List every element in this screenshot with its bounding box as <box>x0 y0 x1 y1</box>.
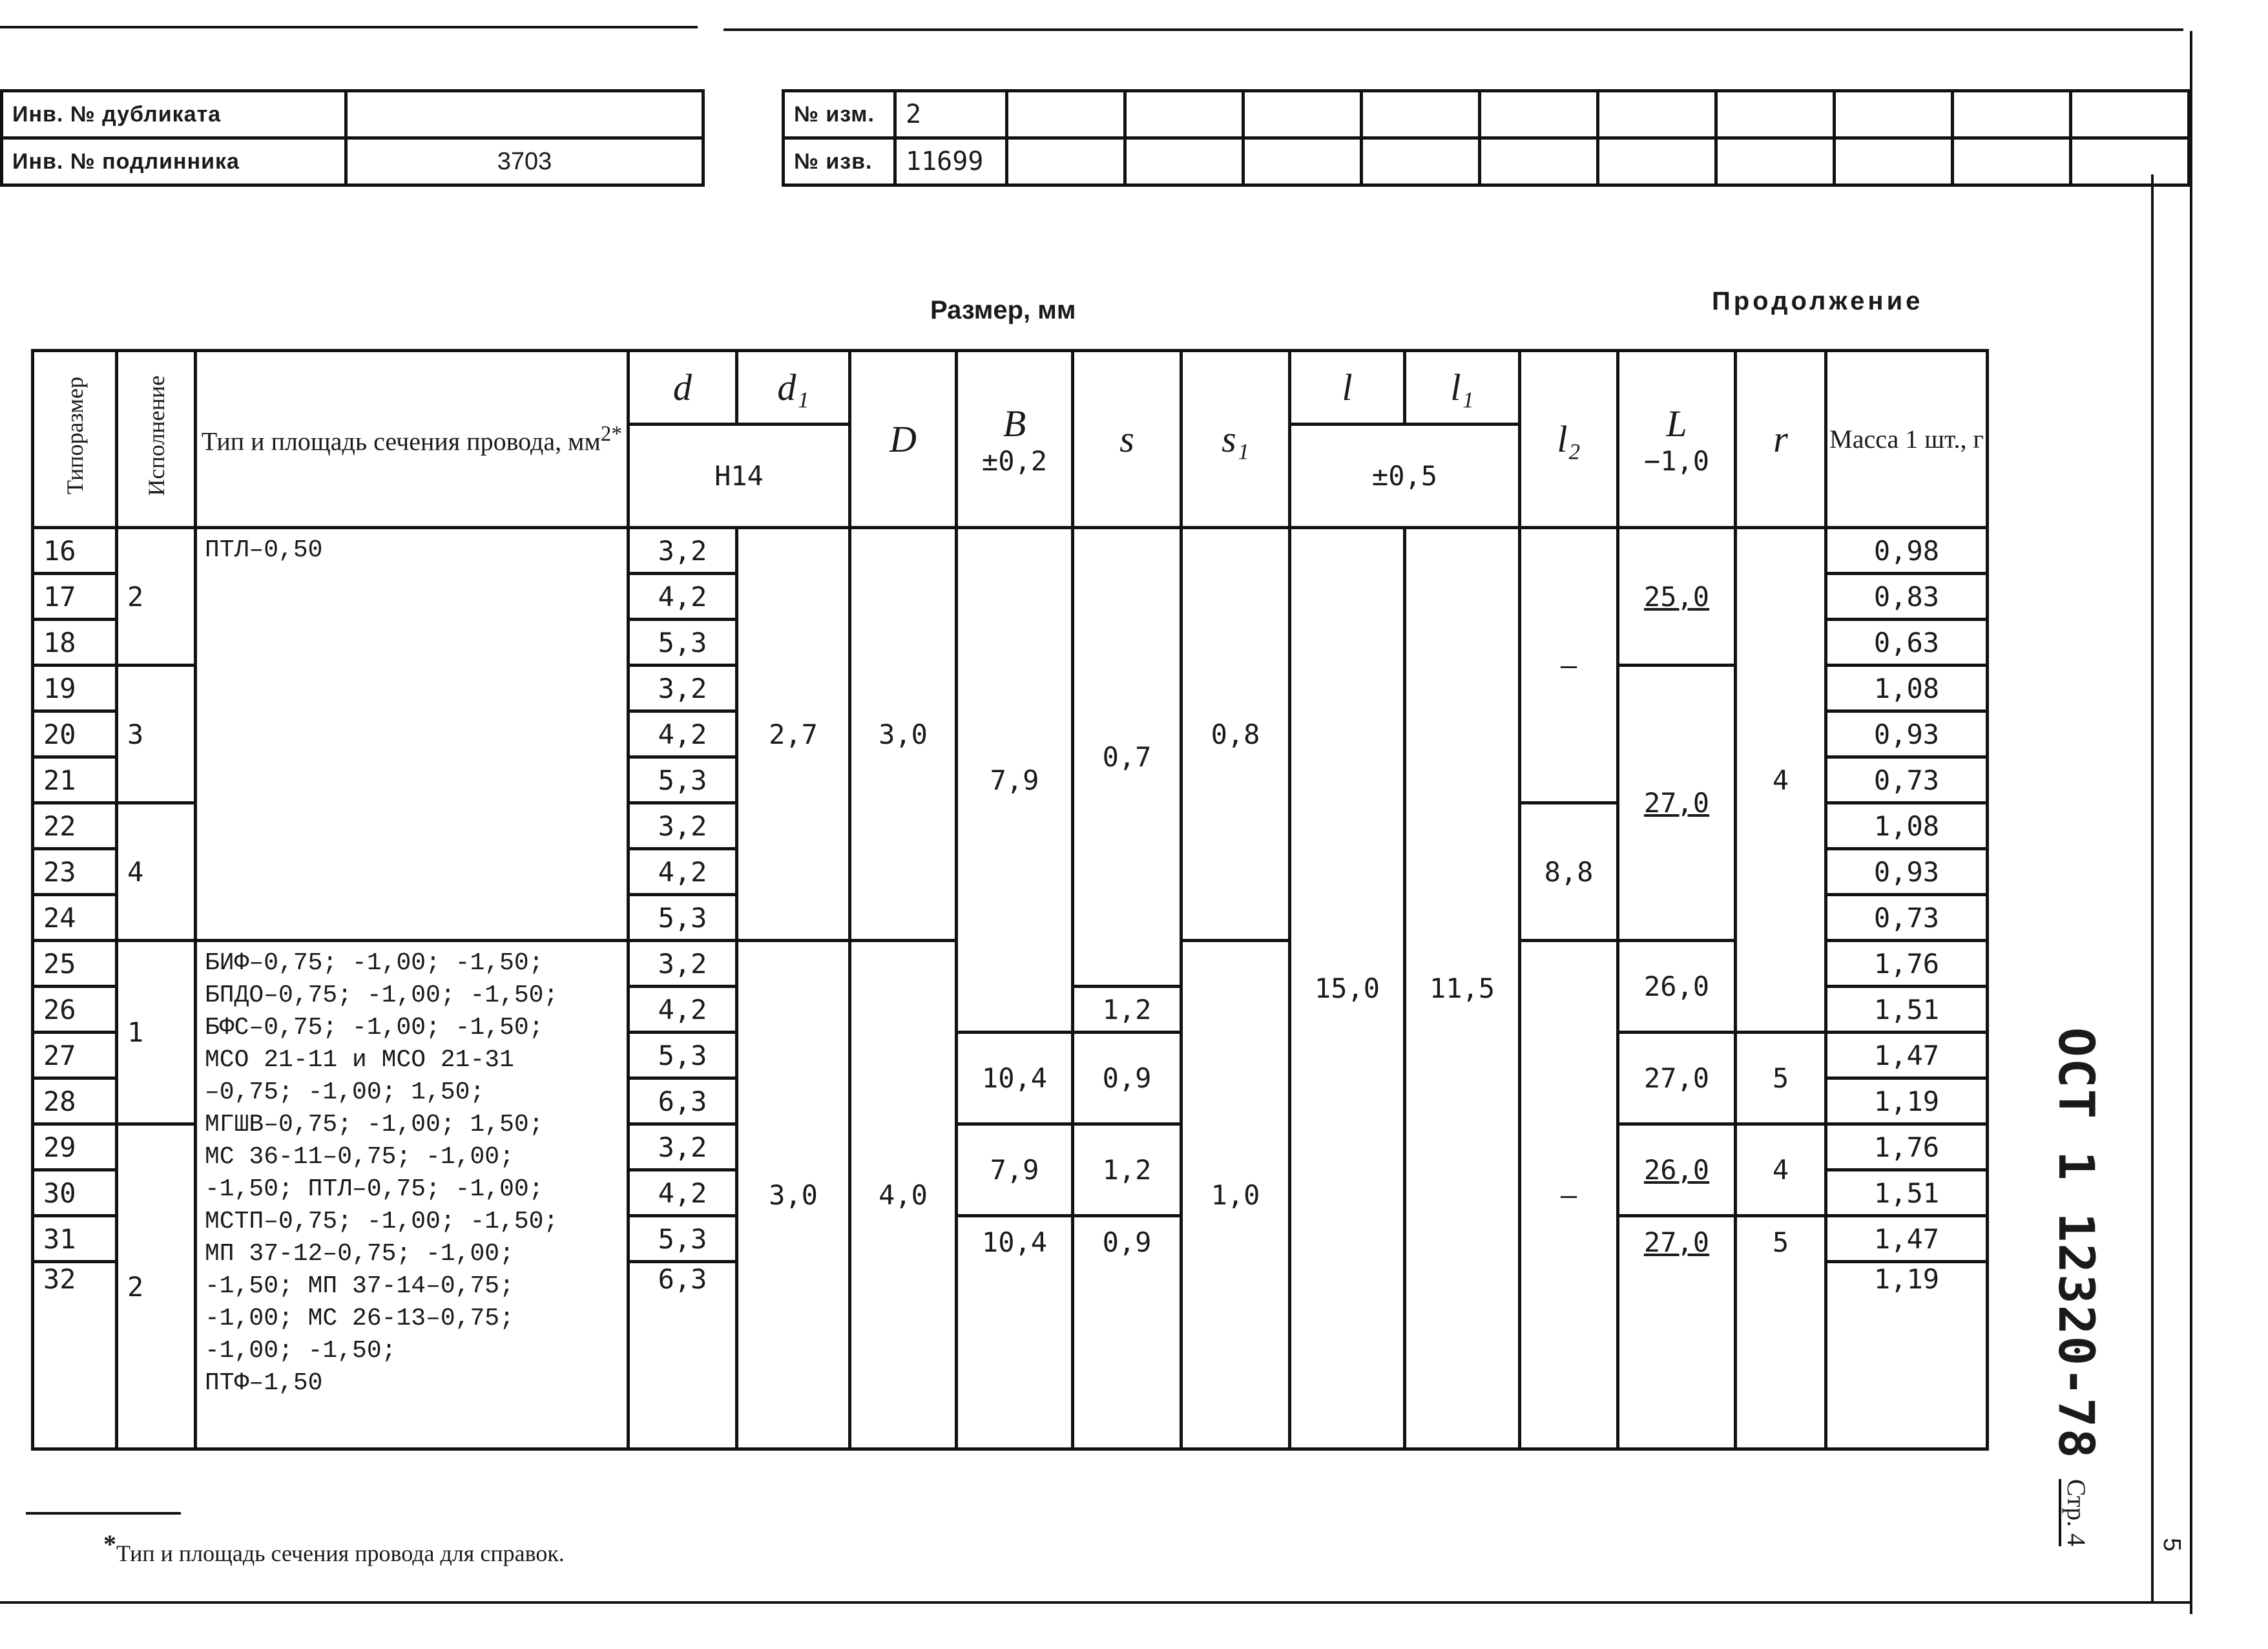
d-cell: 3,2 <box>629 1124 737 1170</box>
empty-cell <box>1953 91 2071 138</box>
change-no-value: 2 <box>895 91 1007 138</box>
d1-cell: 3,0 <box>737 941 850 1449</box>
bottom-border-line <box>0 1601 2190 1604</box>
col-D-header: D <box>850 351 957 528</box>
row-number: 19 <box>33 666 117 711</box>
empty-cell <box>1835 91 1953 138</box>
row-number: 16 <box>33 528 117 574</box>
col-B-header: B ±0,2 <box>957 351 1073 528</box>
inner-right-border <box>2151 174 2154 1602</box>
top-border-line-left <box>0 26 698 28</box>
change-no-label: № изм. <box>784 91 895 138</box>
row-number: 27 <box>33 1033 117 1078</box>
D-cell: 4,0 <box>850 941 957 1449</box>
empty-cell <box>1598 91 1716 138</box>
L-cell: 27,0 <box>1618 1216 1736 1449</box>
empty-cell <box>1243 91 1362 138</box>
D-cell: 3,0 <box>850 528 957 941</box>
d-cell: 4,2 <box>629 574 737 620</box>
col-d1-header: d₁ <box>737 351 850 425</box>
mass-cell: 1,51 <box>1826 987 1988 1033</box>
inv-original-label: Инв. № подлинника <box>2 138 346 185</box>
empty-cell <box>1716 91 1835 138</box>
l2-cell: 8,8 <box>1520 803 1618 941</box>
col-l-header: l <box>1290 351 1405 425</box>
empty-cell <box>1716 138 1835 185</box>
mass-cell: 1,76 <box>1826 941 1988 987</box>
d-cell: 4,2 <box>629 849 737 895</box>
B-cell: 7,9 <box>957 528 1073 1033</box>
r-cell: 4 <box>1736 528 1826 1033</box>
L-cell: 25,0 <box>1618 528 1736 666</box>
L-cell: 27,0 <box>1618 666 1736 941</box>
h14-header: H14 <box>629 425 850 528</box>
s-cell: 0,9 <box>1073 1216 1181 1449</box>
ispolnenie-cell: 4 <box>117 803 196 941</box>
L-cell: 26,0 <box>1618 941 1736 1033</box>
row-number: 30 <box>33 1170 117 1216</box>
mass-cell: 0,73 <box>1826 757 1988 803</box>
empty-cell <box>1480 91 1598 138</box>
top-border-line <box>723 28 2183 31</box>
col-d-header: d <box>629 351 737 425</box>
empty-cell <box>2071 91 2189 138</box>
inv-original-value: 3703 <box>346 138 703 185</box>
mass-cell: 0,93 <box>1826 849 1988 895</box>
mass-cell: 1,76 <box>1826 1124 1988 1170</box>
page-label: Стр. 4 <box>2059 1479 2092 1546</box>
empty-cell <box>1125 91 1243 138</box>
row-number: 21 <box>33 757 117 803</box>
col-s1-header: s₁ <box>1181 351 1290 528</box>
sheet-number: 5 <box>2158 1538 2185 1552</box>
ispolnenie-cell: 3 <box>117 666 196 803</box>
footnote <box>103 1529 565 1567</box>
col-mass-header: Масса 1 шт., г <box>1826 351 1988 528</box>
d-cell: 6,3 <box>629 1078 737 1124</box>
d1-cell: 2,7 <box>737 528 850 941</box>
mass-cell: 1,51 <box>1826 1170 1988 1216</box>
d-cell: 3,2 <box>629 666 737 711</box>
notice-no-label: № изв. <box>784 138 895 185</box>
d-cell: 5,3 <box>629 620 737 666</box>
mass-cell: 0,93 <box>1826 711 1988 757</box>
l-tol-header: ±0,5 <box>1290 425 1520 528</box>
size-title: Размер, мм <box>930 296 1076 324</box>
col-l2-header: l₂ <box>1520 351 1618 528</box>
r-cell: 5 <box>1736 1033 1826 1124</box>
row-number: 18 <box>33 620 117 666</box>
ispolnenie-cell: 2 <box>117 528 196 666</box>
mass-cell: 0,83 <box>1826 574 1988 620</box>
row-number: 24 <box>33 895 117 941</box>
col-r-header: r <box>1736 351 1826 528</box>
empty-cell <box>1362 138 1480 185</box>
inventory-table <box>0 89 705 187</box>
col-tiporazmer-header: Типоразмер <box>33 351 117 528</box>
empty-cell <box>1007 138 1125 185</box>
empty-cell <box>1007 91 1125 138</box>
col-ispolnenie-header: Исполнение <box>117 351 196 528</box>
L-cell: 26,0 <box>1618 1124 1736 1216</box>
mass-cell: 1,19 <box>1826 1262 1988 1449</box>
inv-duplicate-label: Инв. № дубликата <box>2 91 346 138</box>
inv-duplicate-value <box>346 91 703 138</box>
row-number: 17 <box>33 574 117 620</box>
mass-cell: 1,08 <box>1826 803 1988 849</box>
s-cell: 0,9 <box>1073 1033 1181 1124</box>
row-number: 20 <box>33 711 117 757</box>
d-cell: 3,2 <box>629 528 737 574</box>
s1-cell: 0,8 <box>1181 528 1290 941</box>
mass-cell: 1,19 <box>1826 1078 1988 1124</box>
d-cell: 4,2 <box>629 711 737 757</box>
d-cell: 3,2 <box>629 941 737 987</box>
type-area-cell: ПТЛ–0,50 <box>196 528 629 941</box>
mass-cell: 0,98 <box>1826 528 1988 574</box>
row-number: 29 <box>33 1124 117 1170</box>
d-cell: 3,2 <box>629 803 737 849</box>
d-cell: 5,3 <box>629 757 737 803</box>
notice-no-value: 11699 <box>895 138 1007 185</box>
col-type-area-header: Тип и площадь сечения провода, $мм^{2*}$ <box>196 351 629 528</box>
mass-cell: 1,47 <box>1826 1033 1988 1078</box>
s-cell: 0,7 <box>1073 528 1181 987</box>
continuation-label: Продолжение <box>1712 287 1924 315</box>
s-cell: 1,2 <box>1073 1124 1181 1216</box>
row-number: 23 <box>33 849 117 895</box>
empty-cell <box>2071 138 2189 185</box>
d-cell: 6,3 <box>629 1262 737 1449</box>
row-number: 32 <box>33 1262 117 1449</box>
row-number: 31 <box>33 1216 117 1262</box>
s1-cell: 1,0 <box>1181 941 1290 1449</box>
empty-cell <box>1835 138 1953 185</box>
col-L-header: L −1,0 <box>1618 351 1736 528</box>
standard-code-text: ОСТ 1 12320-78 <box>2048 1027 2105 1460</box>
B-cell: 10,4 <box>957 1033 1073 1124</box>
footnote-mark: * <box>103 1529 116 1559</box>
d-cell: 5,3 <box>629 1033 737 1078</box>
B-cell: 10,4 <box>957 1216 1073 1449</box>
footnote-rule <box>26 1512 181 1515</box>
dimensions-table <box>31 349 1989 1451</box>
mass-cell: 0,63 <box>1826 620 1988 666</box>
row-number: 26 <box>33 987 117 1033</box>
empty-cell <box>1243 138 1362 185</box>
empty-cell <box>1953 138 2071 185</box>
l1-cell: 11,5 <box>1405 528 1520 1449</box>
d-cell: 5,3 <box>629 895 737 941</box>
r-cell: 5 <box>1736 1216 1826 1449</box>
empty-cell <box>1362 91 1480 138</box>
right-border-line <box>2190 31 2192 1614</box>
l-cell: 15,0 <box>1290 528 1405 1449</box>
l2-cell: – <box>1520 528 1618 803</box>
ispolnenie-cell: 1 <box>117 941 196 1124</box>
B-cell: 7,9 <box>957 1124 1073 1216</box>
empty-cell <box>1125 138 1243 185</box>
col-l1-header: l₁ <box>1405 351 1520 425</box>
change-record-table <box>782 89 2190 187</box>
d-cell: 5,3 <box>629 1216 737 1262</box>
d-cell: 4,2 <box>629 987 737 1033</box>
ispolnenie-cell: 2 <box>117 1124 196 1449</box>
mass-cell: 0,73 <box>1826 895 1988 941</box>
row-number: 25 <box>33 941 117 987</box>
col-s-header: s <box>1073 351 1181 528</box>
row-number: 22 <box>33 803 117 849</box>
footnote-text: Тип и площадь сечения провода для справок. <box>116 1540 565 1566</box>
s-cell: 1,2 <box>1073 987 1181 1033</box>
row-number: 28 <box>33 1078 117 1124</box>
empty-cell <box>1598 138 1716 185</box>
r-cell: 4 <box>1736 1124 1826 1216</box>
standard-code <box>2048 1027 2105 1546</box>
type-area-cell: БИФ–0,75; -1,00; -1,50; БПДО–0,75; -1,00; -1,50; БФС–0,75; -1,00; -1,50; МСО 21-11 и МСО 21-31 –0,75; -1,00; 1,50; МГШВ–0,75; -1,00; 1,50; МС 36-11–0,75; -1,00; -1,50; ПТЛ–0,75; -1,00; МСТП–0,75; -1,00; -1,50; МП 37-12–0,75; -1,00; -1,50; МП 37-14–0,75; -1,00; МС 26-13–0,75; -1,00; -1,50; ПТФ–1,50 <box>196 941 629 1449</box>
mass-cell: 1,47 <box>1826 1216 1988 1262</box>
empty-cell <box>1480 138 1598 185</box>
d-cell: 4,2 <box>629 1170 737 1216</box>
l2-cell: – <box>1520 941 1618 1449</box>
mass-cell: 1,08 <box>1826 666 1988 711</box>
L-cell: 27,0 <box>1618 1033 1736 1124</box>
